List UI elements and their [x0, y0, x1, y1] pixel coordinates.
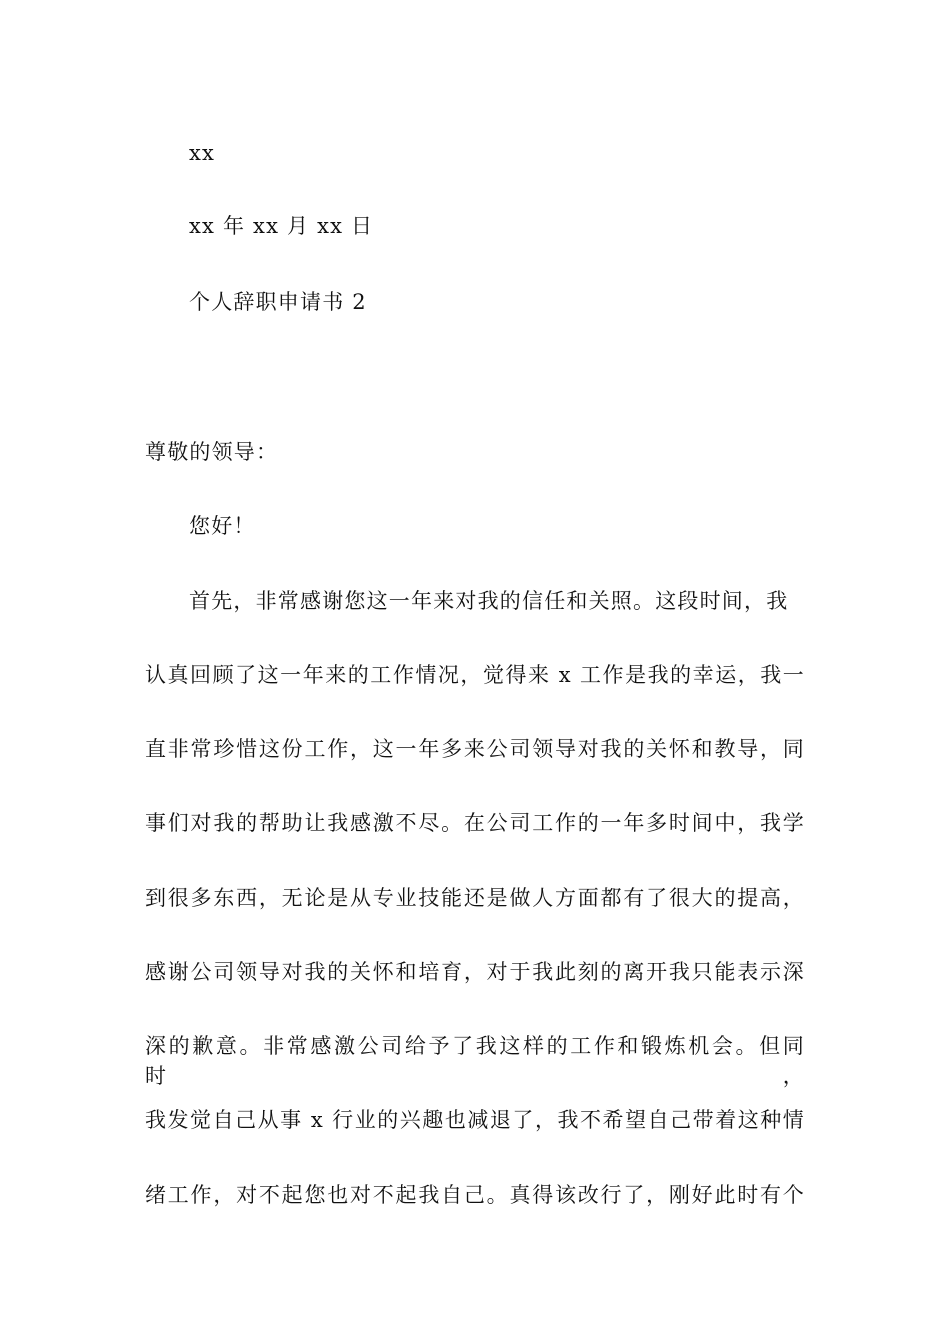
signature-date: xx 年 xx 月 xx 日	[189, 214, 374, 238]
body-line: 事们对我的帮助让我感激不尽。在公司工作的一年多时间中，我学	[145, 811, 805, 835]
signature-name: xx	[189, 141, 216, 165]
body-line: 首先，非常感谢您这一年来对我的信任和关照。这段时间，我	[189, 589, 789, 613]
body-line: 深的歉意。非常感激公司给予了我这样的工作和锻炼机会。但同时，	[145, 1034, 805, 1088]
body-line: 认真回顾了这一年来的工作情况，觉得来 x 工作是我的幸运，我一	[145, 663, 805, 687]
salutation: 尊敬的领导：	[145, 440, 279, 464]
body-line: 我发觉自己从事 x 行业的兴趣也减退了，我不希望自己带着这种情	[145, 1108, 805, 1132]
body-line: 到很多东西，无论是从专业技能还是做人方面都有了很大的提高，	[145, 886, 805, 910]
greeting: 您好！	[189, 514, 256, 538]
body-line: 绪工作，对不起您也对不起我自己。真得该改行了，刚好此时有个	[145, 1183, 805, 1207]
document-title: 个人辞职申请书 2	[189, 290, 367, 314]
body-line: 直非常珍惜这份工作，这一年多来公司领导对我的关怀和教导，同	[145, 737, 805, 761]
body-line: 感谢公司领导对我的关怀和培育，对于我此刻的离开我只能表示深	[145, 960, 805, 984]
